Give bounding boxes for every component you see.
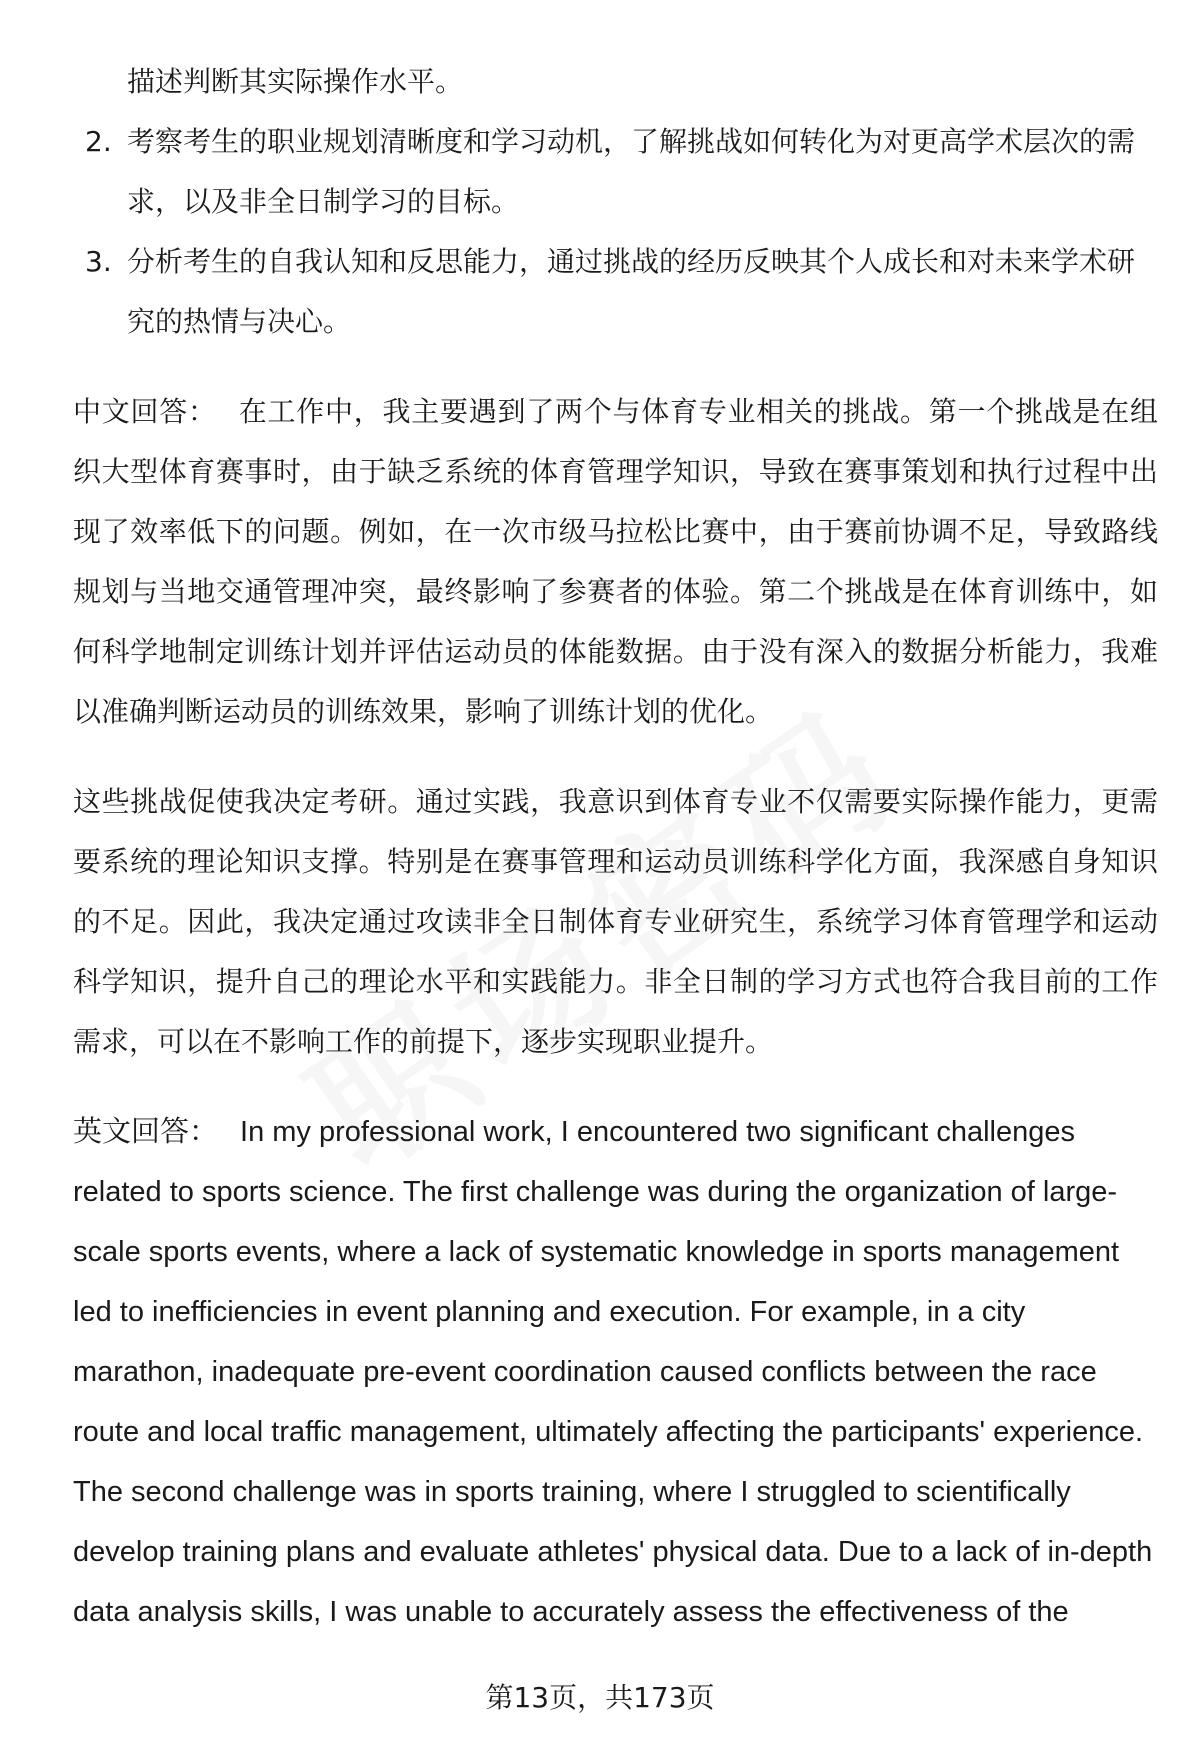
list-item-text: 考察考生的职业规划清晰度和学习动机，了解挑战如何转化为对更高学术层次的需求，以及非全日制学习的目标。 <box>127 125 1136 218</box>
chinese-answer-text-1: 在工作中，我主要遇到了两个与体育专业相关的挑战。第一个挑战是在组织大型体育赛事时，由于缺乏系统的体育管理学知识，导致在赛事策划和执行过程中出现了效率低下的问题。例如，在一次市级马拉松比赛中，由于赛前协调不足，导致路线规划与当地交通管理冲突，最终影响了参赛者的体验。第二个挑战是在体育训练中，如何科学地制定训练计划并评估运动员的体能数据。由于没有深入的数据分析能力，我难以准确判断运动员的训练效果，影响了训练计划的优化。 <box>73 395 1158 728</box>
chinese-answer-label: 中文回答： <box>73 395 217 428</box>
list-continuation: 描述判断其实际操作水平。 <box>127 65 464 98</box>
english-answer-label: 英文回答： <box>73 1116 219 1148</box>
page-content <box>73 52 1158 1642</box>
list-item <box>73 232 1158 352</box>
english-answer-paragraph <box>73 1102 1158 1642</box>
list-item-number: 2. <box>85 125 112 158</box>
page-footer: 第13页，共173页 <box>485 1681 715 1714</box>
list-item <box>73 112 1158 232</box>
list-item-number: 3. <box>85 245 112 278</box>
list-item-text: 分析考生的自我认知和反思能力，通过挑战的经历反映其个人成长和对未来学术研究的热情与决心。 <box>127 245 1136 338</box>
chinese-answer-paragraph-1 <box>73 382 1158 742</box>
chinese-answer-paragraph-2: 这些挑战促使我决定考研。通过实践，我意识到体育专业不仅需要实际操作能力，更需要系统的理论知识支撑。特别是在赛事管理和运动员训练科学化方面，我深感自身知识的不足。因此，我决定通过攻读非全日制体育专业研究生，系统学习体育管理学和运动科学知识，提升自己的理论水平和实践能力。非全日制的学习方式也符合我目前的工作需求，可以在不影响工作的前提下，逐步实现职业提升。 <box>73 785 1158 1058</box>
english-answer-text: In my professional work, I encountered two significant challenges related to sports science. The first challenge was during the organization of large-scale sports events, where a lack of systematic knowledge in sports management led to inefficiencies in event planning and execution. For example, in a city marathon, inadequate pre-event coordination caused conflicts between the race route and local traffic management, ultimately affecting the participants' experience. The second challenge was in sports training, where I struggled to scientifically develop training plans and evaluate athletes' physical data. Due to a lack of in-depth data analysis skills, I was unable to accurately assess the effectiveness of the <box>73 1116 1153 1628</box>
numbered-list <box>73 112 1158 352</box>
